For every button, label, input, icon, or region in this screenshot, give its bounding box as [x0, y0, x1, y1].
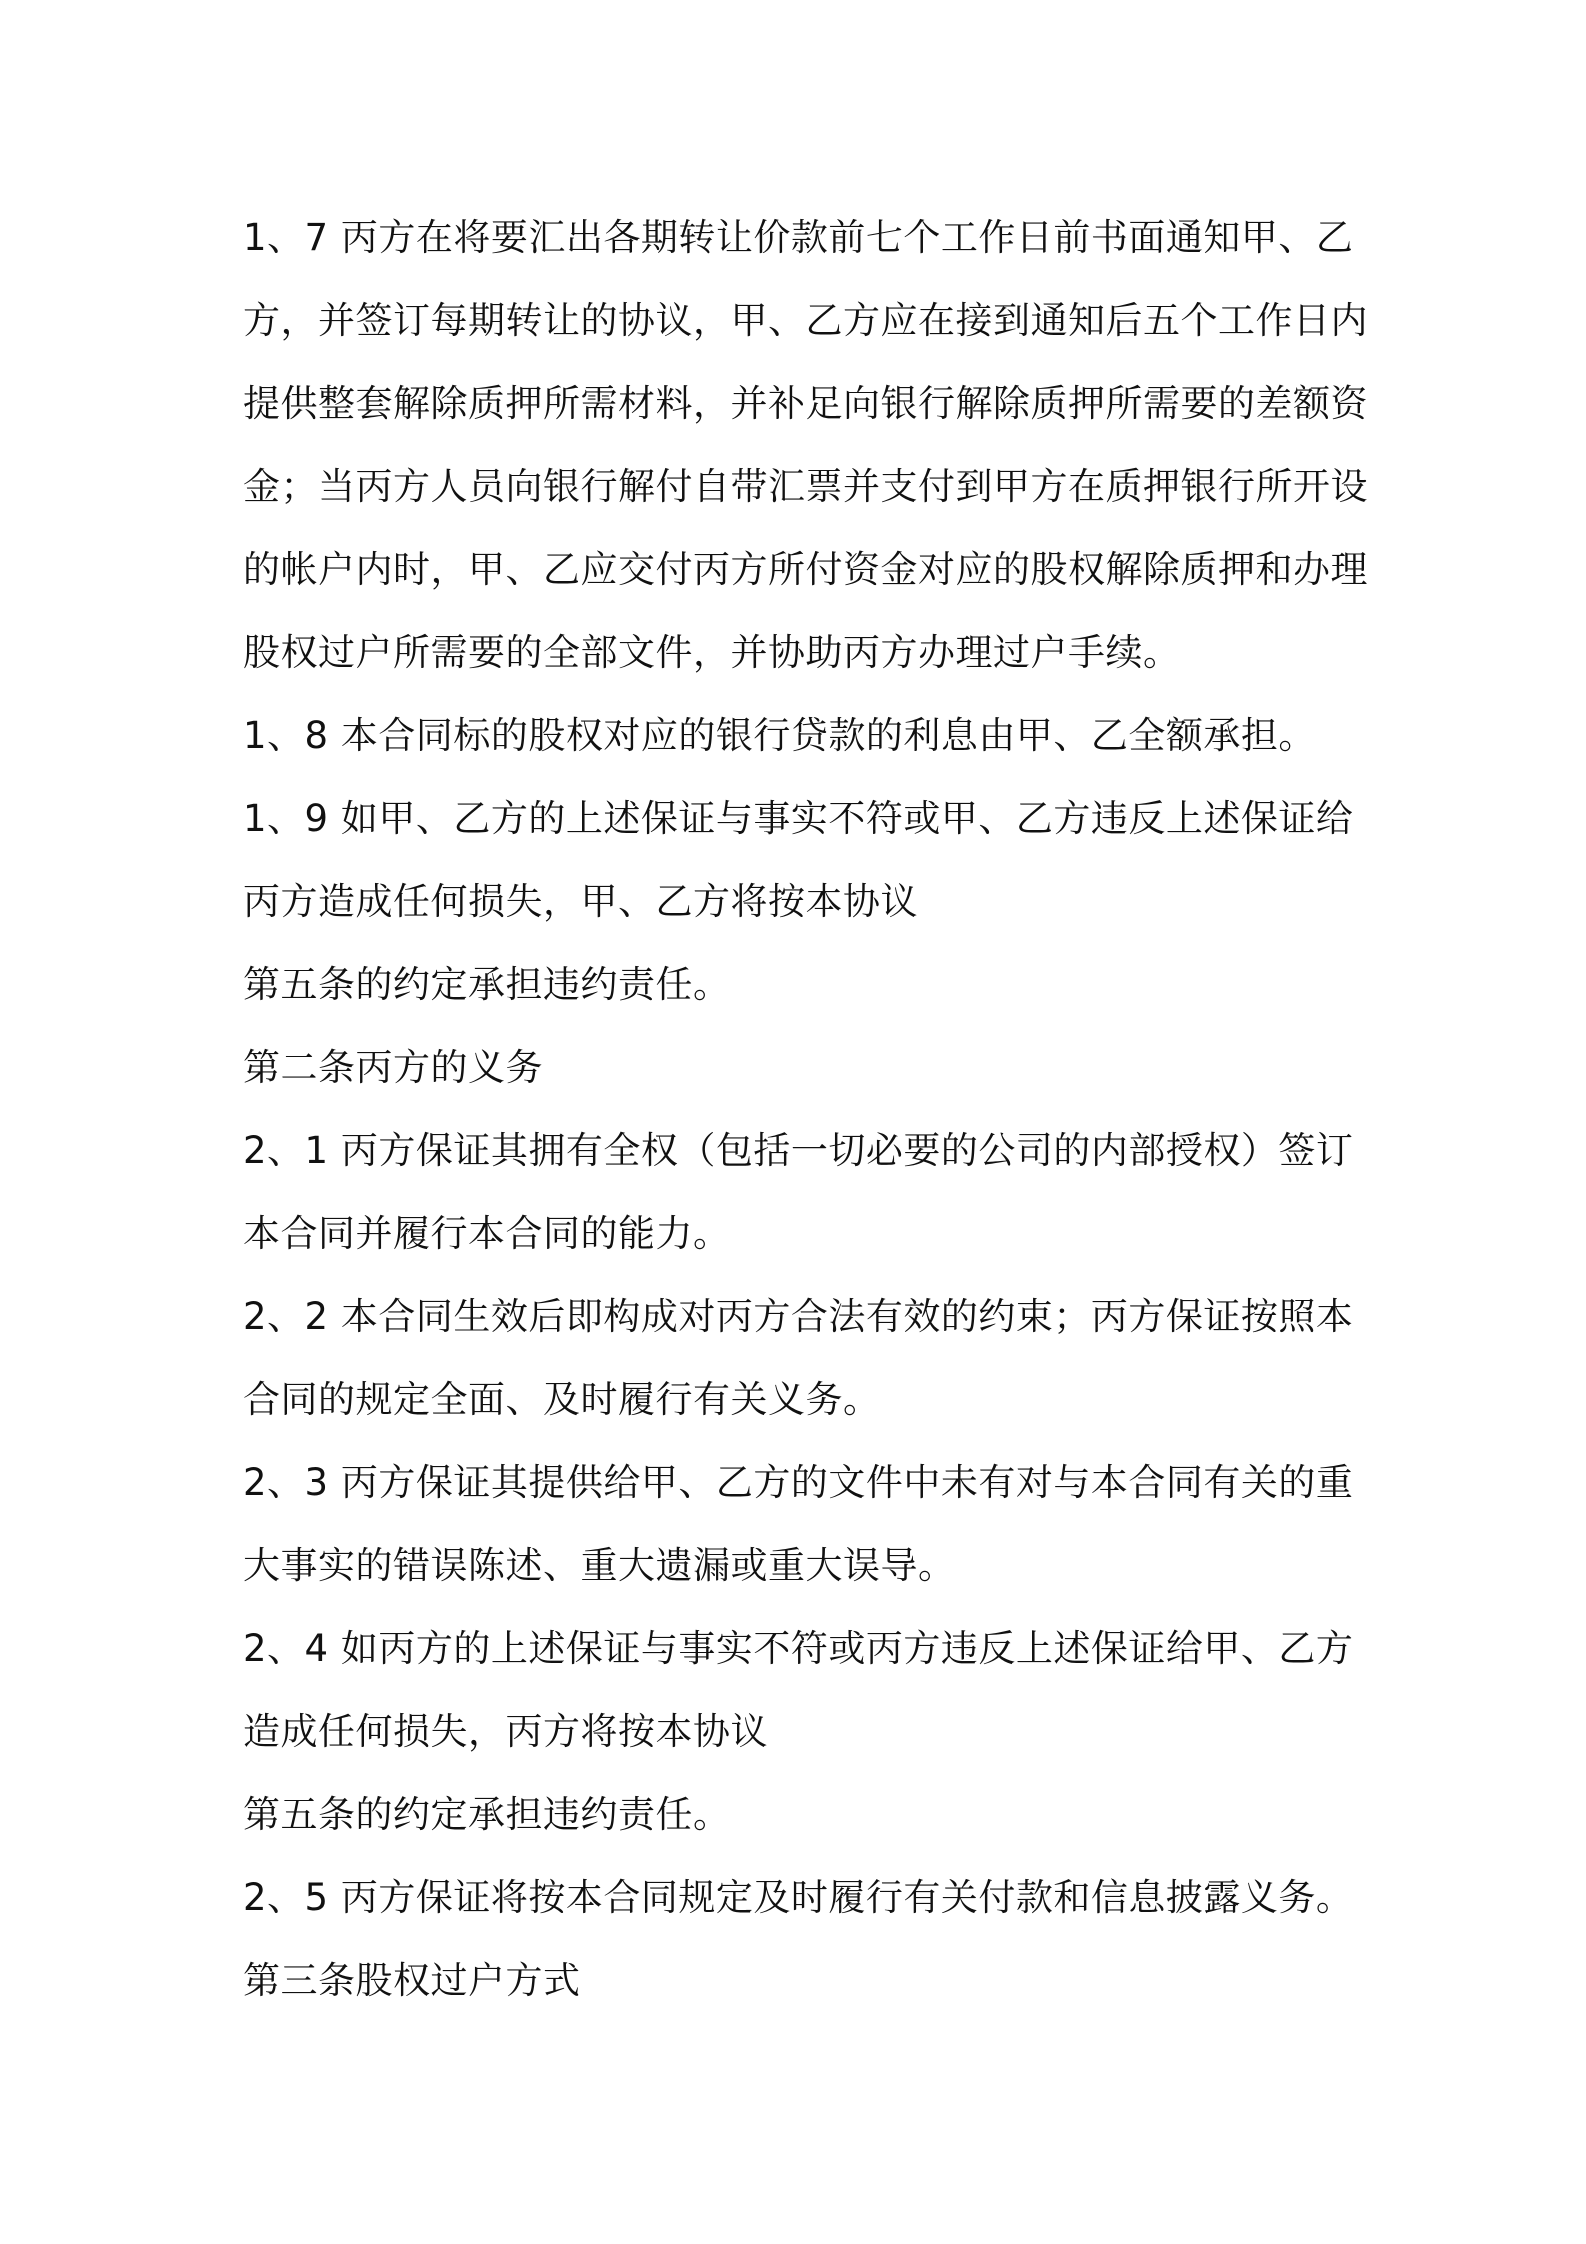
clause-2-1: [243, 1109, 1358, 1275]
text-line: 大事实的错误陈述、重大遗漏或重大误导。: [243, 1544, 956, 1587]
text-line: 第三条股权过户方式: [243, 1959, 581, 2002]
clause-2-4-continuation: [243, 1773, 1358, 1856]
clause-2-4: [243, 1607, 1358, 1773]
text-line: 第五条的约定承担违约责任。: [243, 963, 731, 1006]
text-line: 1、8 本合同标的股权对应的银行贷款的利息由甲、乙全额承担。: [243, 714, 1316, 757]
clause-1-8: [243, 694, 1358, 777]
clause-1-9: [243, 777, 1358, 943]
text-line: 2、3 丙方保证其提供给甲、乙方的文件中未有对与本合同有关的重: [243, 1461, 1354, 1504]
text-line: 方，并签订每期转让的协议，甲、乙方应在接到通知后五个工作日内: [243, 299, 1368, 342]
text-line: 2、1 丙方保证其拥有全权（包括一切必要的公司的内部授权）签订: [243, 1129, 1354, 1172]
text-line: 1、9 如甲、乙方的上述保证与事实不符或甲、乙方违反上述保证给: [243, 797, 1354, 840]
text-line: 股权过户所需要的全部文件，并协助丙方办理过户手续。: [243, 631, 1181, 674]
text-line: 金；当丙方人员向银行解付自带汇票并支付到甲方在质押银行所开设: [243, 465, 1368, 508]
section-heading-article-2: [243, 1026, 1358, 1109]
clause-2-3: [243, 1441, 1358, 1607]
clause-2-5: [243, 1856, 1358, 1939]
text-line: 2、4 如丙方的上述保证与事实不符或丙方违反上述保证给甲、乙方: [243, 1627, 1354, 1670]
clause-1-7: [243, 196, 1368, 694]
clause-2-2: [243, 1275, 1358, 1441]
document-body: [243, 196, 1368, 2022]
clause-1-9-continuation: [243, 943, 1358, 1026]
text-line: 本合同并履行本合同的能力。: [243, 1212, 731, 1255]
text-line: 的帐户内时，甲、乙应交付丙方所付资金对应的股权解除质押和办理: [243, 548, 1368, 591]
text-line: 1、7 丙方在将要汇出各期转让价款前七个工作日前书面通知甲、乙: [243, 216, 1354, 259]
section-heading-article-3: [243, 1939, 1358, 2022]
text-line: 第五条的约定承担违约责任。: [243, 1793, 731, 1836]
text-line: 提供整套解除质押所需材料，并补足向银行解除质押所需要的差额资: [243, 382, 1368, 425]
text-line: 丙方造成任何损失，甲、乙方将按本协议: [243, 880, 918, 923]
text-line: 第二条丙方的义务: [243, 1046, 543, 1089]
text-line: 造成任何损失，丙方将按本协议: [243, 1710, 768, 1753]
text-line: 2、2 本合同生效后即构成对丙方合法有效的约束；丙方保证按照本: [243, 1295, 1354, 1338]
text-line: 合同的规定全面、及时履行有关义务。: [243, 1378, 881, 1421]
text-line: 2、5 丙方保证将按本合同规定及时履行有关付款和信息披露义务。: [243, 1876, 1354, 1919]
